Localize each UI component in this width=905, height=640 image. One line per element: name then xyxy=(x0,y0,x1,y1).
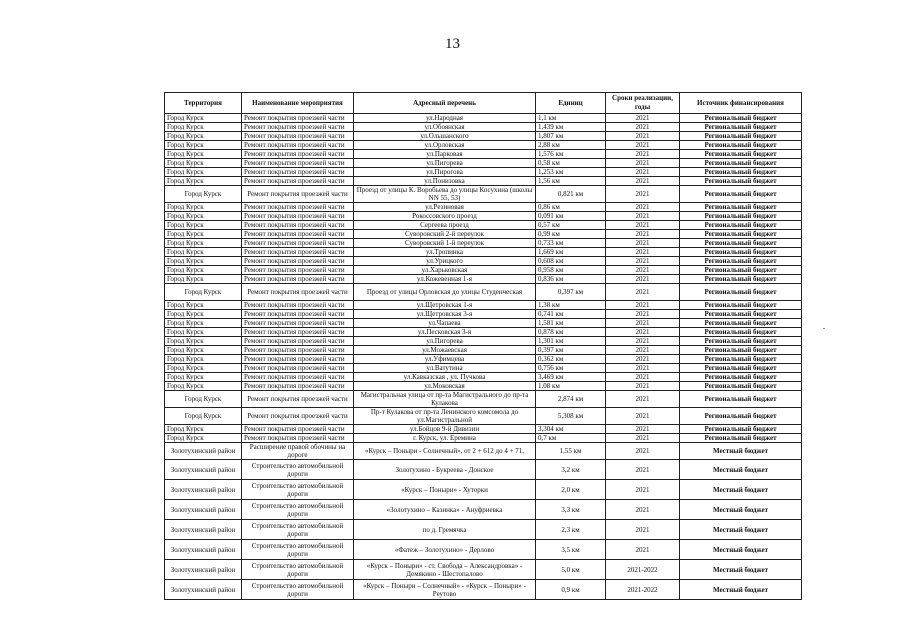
cell-funding: Региональный бюджет xyxy=(680,337,802,346)
cell-units: 0,7 км xyxy=(536,434,606,443)
cell-territory: Город Курск xyxy=(165,239,242,248)
cell-period: 2021 xyxy=(606,114,680,123)
cell-address: ул.Пигорева xyxy=(354,159,536,168)
cell-period: 2021 xyxy=(606,337,680,346)
cell-territory: Город Курск xyxy=(165,301,242,310)
cell-funding: Региональный бюджет xyxy=(680,373,802,382)
cell-measure: Ремонт покрытия проезжей части xyxy=(242,221,354,230)
cell-address: «Золотухино – Казинка» - Ануфриевка xyxy=(354,500,536,520)
cell-units: 0,836 км xyxy=(536,275,606,284)
cell-territory: Золотухинский район xyxy=(165,443,242,460)
table-row xyxy=(165,382,802,391)
cell-measure: Ремонт покрытия проезжей части xyxy=(242,319,354,328)
cell-units: 3,2 км xyxy=(536,460,606,480)
cell-period: 2021 xyxy=(606,284,680,301)
cell-territory: Город Курск xyxy=(165,212,242,221)
cell-units: 1,253 км xyxy=(536,168,606,177)
cell-period: 2021 xyxy=(606,434,680,443)
cell-funding: Региональный бюджет xyxy=(680,132,802,141)
cell-address: Суворовский 2-й переулок xyxy=(354,230,536,239)
cell-funding: Региональный бюджет xyxy=(680,239,802,248)
cell-funding: Региональный бюджет xyxy=(680,275,802,284)
cell-measure: Строительство автомобильной дороги xyxy=(242,580,354,600)
cell-funding: Региональный бюджет xyxy=(680,248,802,257)
table-row xyxy=(165,346,802,355)
cell-period: 2021 xyxy=(606,150,680,159)
cell-address: г. Курск, ул. Еремина xyxy=(354,434,536,443)
table-row xyxy=(165,540,802,560)
cell-territory: Город Курск xyxy=(165,150,242,159)
table-row xyxy=(165,443,802,460)
cell-funding: Региональный бюджет xyxy=(680,221,802,230)
cell-territory: Город Курск xyxy=(165,373,242,382)
cell-territory: Город Курск xyxy=(165,159,242,168)
cell-period: 2021 xyxy=(606,480,680,500)
cell-units: 1,669 км xyxy=(536,248,606,257)
cell-address: ул.Обоянская xyxy=(354,123,536,132)
cell-units: 0,9 км xyxy=(536,580,606,600)
cell-funding: Региональный бюджет xyxy=(680,408,802,425)
cell-measure: Строительство автомобильной дороги xyxy=(242,560,354,580)
cell-measure: Ремонт покрытия проезжей части xyxy=(242,177,354,186)
table-row xyxy=(165,301,802,310)
cell-address: ул.Кавказская , ул. Пучкова xyxy=(354,373,536,382)
cell-period: 2021 xyxy=(606,443,680,460)
cell-territory: Город Курск xyxy=(165,434,242,443)
cell-period: 2021 xyxy=(606,186,680,203)
cell-territory: Город Курск xyxy=(165,177,242,186)
cell-territory: Город Курск xyxy=(165,408,242,425)
cell-territory: Город Курск xyxy=(165,186,242,203)
cell-territory: Город Курск xyxy=(165,284,242,301)
cell-period: 2021 xyxy=(606,391,680,408)
cell-units: 1,38 км xyxy=(536,301,606,310)
cell-units: 2,0 км xyxy=(536,480,606,500)
cell-units: 0,608 км xyxy=(536,257,606,266)
table-row xyxy=(165,186,802,203)
table-row xyxy=(165,355,802,364)
table-row xyxy=(165,310,802,319)
cell-units: 2,874 км xyxy=(536,391,606,408)
cell-measure: Ремонт покрытия проезжей части xyxy=(242,159,354,168)
cell-territory: Золотухинский район xyxy=(165,480,242,500)
cell-measure: Строительство автомобильной дороги xyxy=(242,480,354,500)
cell-funding: Региональный бюджет xyxy=(680,319,802,328)
cell-units: 0,397 км xyxy=(536,284,606,301)
cell-measure: Ремонт покрытия проезжей части xyxy=(242,141,354,150)
table-row xyxy=(165,580,802,600)
table-row xyxy=(165,408,802,425)
cell-address: Проезд от улицы К. Воробьева до улицы Косухина (школы NN 55, 53) xyxy=(354,186,536,203)
cell-address: ул.Ватутина xyxy=(354,364,536,373)
table-row xyxy=(165,425,802,434)
cell-address: ул.Уфимцева xyxy=(354,355,536,364)
cell-funding: Региональный бюджет xyxy=(680,203,802,212)
table-row xyxy=(165,373,802,382)
cell-territory: Город Курск xyxy=(165,221,242,230)
cell-units: 2,88 км xyxy=(536,141,606,150)
cell-address: Суворовский 1-й переулок xyxy=(354,239,536,248)
cell-period: 2021 xyxy=(606,141,680,150)
cell-territory: Золотухинский район xyxy=(165,520,242,540)
table-row xyxy=(165,239,802,248)
cell-address: Золотухино - Букреева - Донское xyxy=(354,460,536,480)
cell-period: 2021 xyxy=(606,168,680,177)
cell-measure: Ремонт покрытия проезжей части xyxy=(242,239,354,248)
cell-address: Рокоссовского проезд xyxy=(354,212,536,221)
cell-period: 2021 xyxy=(606,520,680,540)
header-funding: Источник финансирования xyxy=(680,93,802,114)
cell-period: 2021 xyxy=(606,221,680,230)
cell-funding: Местный бюджет xyxy=(680,560,802,580)
cell-measure: Ремонт покрытия проезжей части xyxy=(242,257,354,266)
cell-period: 2021 xyxy=(606,346,680,355)
cell-measure: Ремонт покрытия проезжей части xyxy=(242,373,354,382)
cell-funding: Региональный бюджет xyxy=(680,150,802,159)
cell-units: 5,0 км xyxy=(536,560,606,580)
cell-funding: Местный бюджет xyxy=(680,480,802,500)
cell-territory: Золотухинский район xyxy=(165,460,242,480)
cell-territory: Город Курск xyxy=(165,203,242,212)
cell-funding: Региональный бюджет xyxy=(680,141,802,150)
cell-address: Сергеева проезд xyxy=(354,221,536,230)
table-row xyxy=(165,221,802,230)
cell-funding: Местный бюджет xyxy=(680,540,802,560)
cell-period: 2021 xyxy=(606,230,680,239)
cell-period: 2021 xyxy=(606,319,680,328)
cell-units: 0,733 км xyxy=(536,239,606,248)
cell-units: 3,5 км xyxy=(536,540,606,560)
cell-territory: Город Курск xyxy=(165,257,242,266)
cell-address: ул.Кожевенная 1-я xyxy=(354,275,536,284)
cell-territory: Город Курск xyxy=(165,123,242,132)
table-row xyxy=(165,248,802,257)
table-row xyxy=(165,480,802,500)
cell-measure: Строительство автомобильной дороги xyxy=(242,460,354,480)
cell-units: 1,1 км xyxy=(536,114,606,123)
cell-address: ул.Тропинка xyxy=(354,248,536,257)
cell-funding: Региональный бюджет xyxy=(680,391,802,408)
cell-address: «Фатеж – Золотухино» - Дерлово xyxy=(354,540,536,560)
header-address: Адресный перечень xyxy=(354,93,536,114)
cell-measure: Ремонт покрытия проезжей части xyxy=(242,382,354,391)
cell-territory: Город Курск xyxy=(165,391,242,408)
table-row xyxy=(165,460,802,480)
cell-territory: Город Курск xyxy=(165,364,242,373)
cell-period: 2021 xyxy=(606,364,680,373)
cell-units: 2,3 км xyxy=(536,520,606,540)
cell-address: ул.Понизовка xyxy=(354,177,536,186)
cell-funding: Региональный бюджет xyxy=(680,355,802,364)
cell-period: 2021 xyxy=(606,177,680,186)
table-row xyxy=(165,159,802,168)
cell-territory: Город Курск xyxy=(165,248,242,257)
table-row xyxy=(165,177,802,186)
cell-funding: Местный бюджет xyxy=(680,520,802,540)
cell-units: 0,741 км xyxy=(536,310,606,319)
cell-units: 0,821 км xyxy=(536,186,606,203)
cell-territory: Город Курск xyxy=(165,230,242,239)
cell-period: 2021 xyxy=(606,540,680,560)
cell-measure: Строительство автомобильной дороги xyxy=(242,520,354,540)
cell-address: «Курск – Поныри» - Хуторки xyxy=(354,480,536,500)
cell-period: 2021 xyxy=(606,203,680,212)
cell-measure: Ремонт покрытия проезжей части xyxy=(242,230,354,239)
cell-units: 1,576 км xyxy=(536,150,606,159)
cell-units: 0,57 км xyxy=(536,221,606,230)
cell-address: ул.Моковская xyxy=(354,382,536,391)
cell-address: Проезд от улицы Орловская до улицы Студенческая xyxy=(354,284,536,301)
cell-funding: Региональный бюджет xyxy=(680,301,802,310)
cell-address: ул.Парковая xyxy=(354,150,536,159)
table-row xyxy=(165,364,802,373)
cell-period: 2021 xyxy=(606,373,680,382)
cell-territory: Город Курск xyxy=(165,355,242,364)
cell-period: 2021 xyxy=(606,248,680,257)
cell-address: по д. Гремячка xyxy=(354,520,536,540)
table-row xyxy=(165,337,802,346)
cell-address: ул.Ольшанского xyxy=(354,132,536,141)
cell-funding: Региональный бюджет xyxy=(680,328,802,337)
table-row xyxy=(165,284,802,301)
cell-units: 3,469 км xyxy=(536,373,606,382)
cell-address: ул.Песковская 3-я xyxy=(354,328,536,337)
cell-measure: Ремонт покрытия проезжей части xyxy=(242,168,354,177)
cell-units: 0,58 км xyxy=(536,159,606,168)
table-row xyxy=(165,560,802,580)
cell-funding: Местный бюджет xyxy=(680,443,802,460)
cell-units: 0,362 км xyxy=(536,355,606,364)
cell-units: 1,08 км xyxy=(536,382,606,391)
cell-territory: Город Курск xyxy=(165,319,242,328)
cell-period: 2021 xyxy=(606,408,680,425)
cell-period: 2021 xyxy=(606,500,680,520)
cell-funding: Региональный бюджет xyxy=(680,257,802,266)
cell-address: ул.Пирогова xyxy=(354,168,536,177)
cell-measure: Строительство автомобильной дороги xyxy=(242,540,354,560)
cell-address: ул.Можаевская xyxy=(354,346,536,355)
table-row xyxy=(165,203,802,212)
table-row xyxy=(165,391,802,408)
cell-period: 2021 xyxy=(606,382,680,391)
table-row xyxy=(165,114,802,123)
cell-funding: Региональный бюджет xyxy=(680,168,802,177)
cell-units: 0,397 км xyxy=(536,346,606,355)
cell-territory: Город Курск xyxy=(165,310,242,319)
cell-funding: Региональный бюджет xyxy=(680,382,802,391)
cell-measure: Ремонт покрытия проезжей части xyxy=(242,132,354,141)
cell-funding: Региональный бюджет xyxy=(680,212,802,221)
cell-funding: Региональный бюджет xyxy=(680,284,802,301)
table-row xyxy=(165,266,802,275)
table-row xyxy=(165,141,802,150)
cell-address: ул.Щетровская 3-я xyxy=(354,310,536,319)
cell-period: 2021 xyxy=(606,266,680,275)
cell-address: ул.Щетровская 1-я xyxy=(354,301,536,310)
cell-units: 1,807 км xyxy=(536,132,606,141)
table-header-row xyxy=(165,93,802,114)
cell-territory: Город Курск xyxy=(165,382,242,391)
scan-speck xyxy=(823,328,825,329)
cell-measure: Ремонт покрытия проезжей части xyxy=(242,114,354,123)
cell-units: 1,439 км xyxy=(536,123,606,132)
road-works-table xyxy=(164,92,802,600)
header-units: Единиц xyxy=(536,93,606,114)
header-period: Сроки реализации, годы xyxy=(606,93,680,114)
cell-measure: Ремонт покрытия проезжей части xyxy=(242,212,354,221)
cell-units: 5,308 км xyxy=(536,408,606,425)
cell-measure: Строительство автомобильной дороги xyxy=(242,500,354,520)
cell-funding: Местный бюджет xyxy=(680,500,802,520)
cell-address: Магистральная улица от пр-та Магистрального до пр-та Кулакова xyxy=(354,391,536,408)
cell-address: «Курск – Поныри» - ст. Свобода – Александровка» - Демякино - Шестопалово xyxy=(354,560,536,580)
cell-funding: Местный бюджет xyxy=(680,580,802,600)
cell-period: 2021 xyxy=(606,275,680,284)
cell-address: ул.Харьковская xyxy=(354,266,536,275)
cell-funding: Региональный бюджет xyxy=(680,425,802,434)
cell-address: ул.Орловская xyxy=(354,141,536,150)
cell-funding: Местный бюджет xyxy=(680,460,802,480)
cell-territory: Город Курск xyxy=(165,275,242,284)
cell-territory: Город Курск xyxy=(165,328,242,337)
cell-territory: Город Курск xyxy=(165,346,242,355)
cell-units: 0,756 км xyxy=(536,364,606,373)
cell-territory: Город Курск xyxy=(165,168,242,177)
cell-measure: Ремонт покрытия проезжей части xyxy=(242,266,354,275)
cell-funding: Региональный бюджет xyxy=(680,346,802,355)
cell-address: ул.Резиновая xyxy=(354,203,536,212)
cell-territory: Золотухинский район xyxy=(165,540,242,560)
cell-units: 0,878 км xyxy=(536,328,606,337)
cell-period: 2021 xyxy=(606,212,680,221)
cell-measure: Ремонт покрытия проезжей части xyxy=(242,284,354,301)
cell-funding: Региональный бюджет xyxy=(680,266,802,275)
cell-period: 2021 xyxy=(606,159,680,168)
cell-measure: Ремонт покрытия проезжей части xyxy=(242,123,354,132)
cell-measure: Ремонт покрытия проезжей части xyxy=(242,434,354,443)
table-row xyxy=(165,275,802,284)
cell-territory: Город Курск xyxy=(165,132,242,141)
cell-funding: Региональный бюджет xyxy=(680,123,802,132)
cell-period: 2021 xyxy=(606,328,680,337)
cell-address: ул.Чапаева xyxy=(354,319,536,328)
cell-units: 0,86 км xyxy=(536,203,606,212)
cell-period: 2021-2022 xyxy=(606,560,680,580)
table-row xyxy=(165,150,802,159)
cell-territory: Город Курск xyxy=(165,266,242,275)
cell-measure: Ремонт покрытия проезжей части xyxy=(242,337,354,346)
cell-funding: Региональный бюджет xyxy=(680,177,802,186)
cell-funding: Региональный бюджет xyxy=(680,434,802,443)
table-row xyxy=(165,168,802,177)
cell-measure: Ремонт покрытия проезжей части xyxy=(242,328,354,337)
cell-units: 0,958 км xyxy=(536,266,606,275)
cell-period: 2021 xyxy=(606,257,680,266)
table-row xyxy=(165,257,802,266)
cell-period: 2021 xyxy=(606,425,680,434)
page-number: 13 xyxy=(445,36,460,52)
table-row xyxy=(165,132,802,141)
cell-territory: Золотухинский район xyxy=(165,580,242,600)
cell-territory: Город Курск xyxy=(165,425,242,434)
cell-territory: Город Курск xyxy=(165,337,242,346)
cell-measure: Расширение правой обочины на дороге xyxy=(242,443,354,460)
cell-period: 2021 xyxy=(606,460,680,480)
cell-funding: Региональный бюджет xyxy=(680,186,802,203)
cell-address: Пр-т Кулакова от пр-та Ленинского комсомола до ул.Магистральной xyxy=(354,408,536,425)
cell-measure: Ремонт покрытия проезжей части xyxy=(242,150,354,159)
cell-period: 2021 xyxy=(606,355,680,364)
cell-units: 0,091 км xyxy=(536,212,606,221)
cell-period: 2021 xyxy=(606,301,680,310)
header-territory: Территория xyxy=(165,93,242,114)
cell-units: 3,304 км xyxy=(536,425,606,434)
cell-address: «Курск – Поныри - Солнечный», от 2 + 612 до 4 + 71, xyxy=(354,443,536,460)
cell-units: 0,99 км xyxy=(536,230,606,239)
table-row xyxy=(165,212,802,221)
table-row xyxy=(165,230,802,239)
cell-measure: Ремонт покрытия проезжей части xyxy=(242,248,354,257)
cell-funding: Региональный бюджет xyxy=(680,159,802,168)
cell-measure: Ремонт покрытия проезжей части xyxy=(242,391,354,408)
cell-period: 2021 xyxy=(606,239,680,248)
cell-address: ул.Народная xyxy=(354,114,536,123)
cell-funding: Региональный бюджет xyxy=(680,364,802,373)
cell-address: ул.Пигорева xyxy=(354,337,536,346)
cell-period: 2021 xyxy=(606,123,680,132)
cell-measure: Ремонт покрытия проезжей части xyxy=(242,425,354,434)
cell-territory: Золотухинский район xyxy=(165,500,242,520)
cell-units: 1,56 км xyxy=(536,177,606,186)
cell-measure: Ремонт покрытия проезжей части xyxy=(242,346,354,355)
cell-measure: Ремонт покрытия проезжей части xyxy=(242,203,354,212)
table-row xyxy=(165,123,802,132)
cell-measure: Ремонт покрытия проезжей части xyxy=(242,310,354,319)
cell-period: 2021-2022 xyxy=(606,580,680,600)
cell-measure: Ремонт покрытия проезжей части xyxy=(242,275,354,284)
cell-units: 1,55 км xyxy=(536,443,606,460)
header-measure: Наименование мероприятия xyxy=(242,93,354,114)
cell-units: 3,3 км xyxy=(536,500,606,520)
cell-measure: Ремонт покрытия проезжей части xyxy=(242,301,354,310)
cell-measure: Ремонт покрытия проезжей части xyxy=(242,186,354,203)
cell-measure: Ремонт покрытия проезжей части xyxy=(242,364,354,373)
table-row xyxy=(165,500,802,520)
cell-units: 1,581 км xyxy=(536,319,606,328)
cell-address: «Курск – Поныри – Солнечный» - «Курск – Поныри» - Реутово xyxy=(354,580,536,600)
cell-measure: Ремонт покрытия проезжей части xyxy=(242,355,354,364)
table-row xyxy=(165,520,802,540)
cell-territory: Город Курск xyxy=(165,141,242,150)
table-row xyxy=(165,319,802,328)
table-row xyxy=(165,434,802,443)
cell-period: 2021 xyxy=(606,132,680,141)
cell-funding: Региональный бюджет xyxy=(680,310,802,319)
cell-measure: Ремонт покрытия проезжей части xyxy=(242,408,354,425)
cell-territory: Город Курск xyxy=(165,114,242,123)
cell-period: 2021 xyxy=(606,310,680,319)
cell-units: 1,301 км xyxy=(536,337,606,346)
cell-address: ул.Бойцов 9-й Дивизии xyxy=(354,425,536,434)
cell-funding: Региональный бюджет xyxy=(680,114,802,123)
cell-address: ул.Урицкого xyxy=(354,257,536,266)
cell-funding: Региональный бюджет xyxy=(680,230,802,239)
cell-territory: Золотухинский район xyxy=(165,560,242,580)
table-row xyxy=(165,328,802,337)
